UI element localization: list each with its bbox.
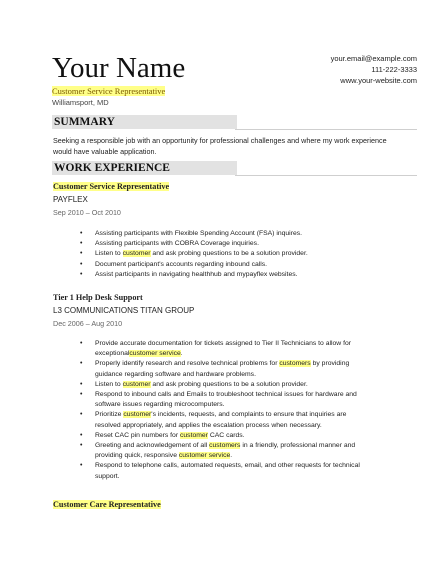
bullet-text: and ask probing questions to be a solution provider.: [150, 250, 308, 258]
summary-line-2: would have valuable application.: [53, 147, 157, 156]
job-2-role: Tier 1 Help Desk Support: [53, 293, 143, 302]
bullet-text: software issues regarding microcomputers.: [95, 401, 225, 409]
resume-headline: [52, 86, 165, 96]
work-experience-heading: WORK EXPERIENCE: [52, 161, 237, 175]
list-item: [80, 410, 380, 430]
bullet-highlight: customer service: [178, 452, 231, 460]
bullet-text: Listen to: [95, 250, 123, 258]
list-item: [80, 270, 380, 280]
job-1-dates: Sep 2010 – Oct 2010: [53, 208, 121, 217]
bullet-highlight: customers: [209, 442, 241, 450]
list-item: [80, 260, 380, 270]
contact-block: [331, 53, 417, 86]
list-item: [80, 239, 380, 249]
list-item: [80, 390, 380, 410]
bullet-text: Properly identify research and resolve technical problems for: [95, 360, 280, 368]
contact-email: your.email@example.com: [330, 54, 417, 63]
bullet-text: Prioritize: [95, 411, 124, 419]
summary-heading: SUMMARY: [52, 115, 237, 129]
bullet-highlight: customer: [180, 431, 208, 439]
resume-name: Your Name: [52, 52, 186, 84]
bullet-highlight: customer: [122, 250, 151, 258]
list-item: [80, 380, 380, 390]
bullet-highlight: customer: [122, 380, 151, 388]
job-1-role: [53, 182, 169, 191]
bullet-text: and ask probing questions to be a solution provider.: [150, 380, 308, 388]
work-experience-divider: [235, 175, 417, 176]
list-item: [80, 229, 380, 239]
job-2-dates: Dec 2006 – Aug 2010: [53, 319, 123, 328]
headline-text: Customer Service Representative: [52, 86, 166, 96]
bullet-highlight: customer service: [129, 350, 181, 358]
contact-website: www.your-website.com: [340, 76, 417, 85]
bullet-text: Respond to inbound calls and Emails to troubleshoot technical issues for hardware and: [95, 391, 357, 399]
job-3-role: [53, 500, 161, 509]
bullet-text: providing quick, responsive: [95, 452, 179, 460]
job-1-role-text: Customer Service Representative: [53, 182, 170, 191]
bullet-text: Reset CAC pin numbers for: [95, 431, 180, 439]
bullet-highlight: customers: [279, 360, 311, 368]
summary-text: [53, 135, 413, 157]
list-item: [80, 359, 380, 379]
bullet-text: resolved appropriately, and applies the escalation process when necessary.: [95, 421, 322, 429]
bullet-text: .: [230, 452, 233, 460]
bullet-text: Document participant's accounts regarding inbound calls.: [95, 260, 268, 268]
job-1-company: PAYFLEX: [53, 195, 88, 204]
summary-divider: [235, 129, 417, 130]
list-item: [80, 431, 380, 441]
bullet-text: 's incidents, requests, and complaints to ensure that inquiries are: [151, 411, 347, 419]
job-2-bullets: [80, 339, 380, 482]
bullet-text: exceptional: [95, 350, 130, 358]
job-3-role-text: Customer Care Representative: [53, 500, 161, 509]
bullet-highlight: customer: [123, 411, 152, 419]
job-2-company: L3 COMMUNICATIONS TITAN GROUP: [53, 306, 195, 315]
contact-phone: 111-222-3333: [371, 65, 417, 74]
bullet-text: support.: [95, 472, 120, 480]
summary-line-1: Seeking a responsible job with an opportunity for professional challenges and where my work experience: [53, 136, 387, 145]
bullet-text: by providing: [310, 360, 350, 368]
list-item: [80, 461, 380, 481]
bullet-text: CAC cards.: [207, 431, 245, 439]
bullet-text: .: [180, 350, 183, 358]
bullet-text: Assist participants in navigating healthhub and mypayflex websites.: [95, 270, 298, 278]
bullet-text: Provide accurate documentation for tickets assigned to Tier II Technicians to allow for: [95, 340, 352, 347]
list-item: [80, 249, 380, 259]
bullet-text: Greeting and acknowledgement of all: [95, 442, 210, 450]
bullet-text: Assisting participants with COBRA Coverage inquiries.: [95, 240, 259, 248]
resume-location: Williamsport, MD: [52, 98, 109, 107]
bullet-text: Listen to: [95, 380, 123, 388]
bullet-text: Assisting participants with Flexible Spending Account (FSA) inquires.: [95, 230, 303, 237]
list-item: [80, 339, 380, 359]
list-item: [80, 441, 380, 461]
bullet-text: Respond to telephone calls, automated requests, email, and other requests for technical: [95, 462, 360, 470]
job-1-bullets: [80, 229, 380, 280]
bullet-text: guidance regarding software and hardware problems.: [95, 370, 256, 378]
bullet-text: in a friendly, professional manner and: [240, 442, 356, 450]
